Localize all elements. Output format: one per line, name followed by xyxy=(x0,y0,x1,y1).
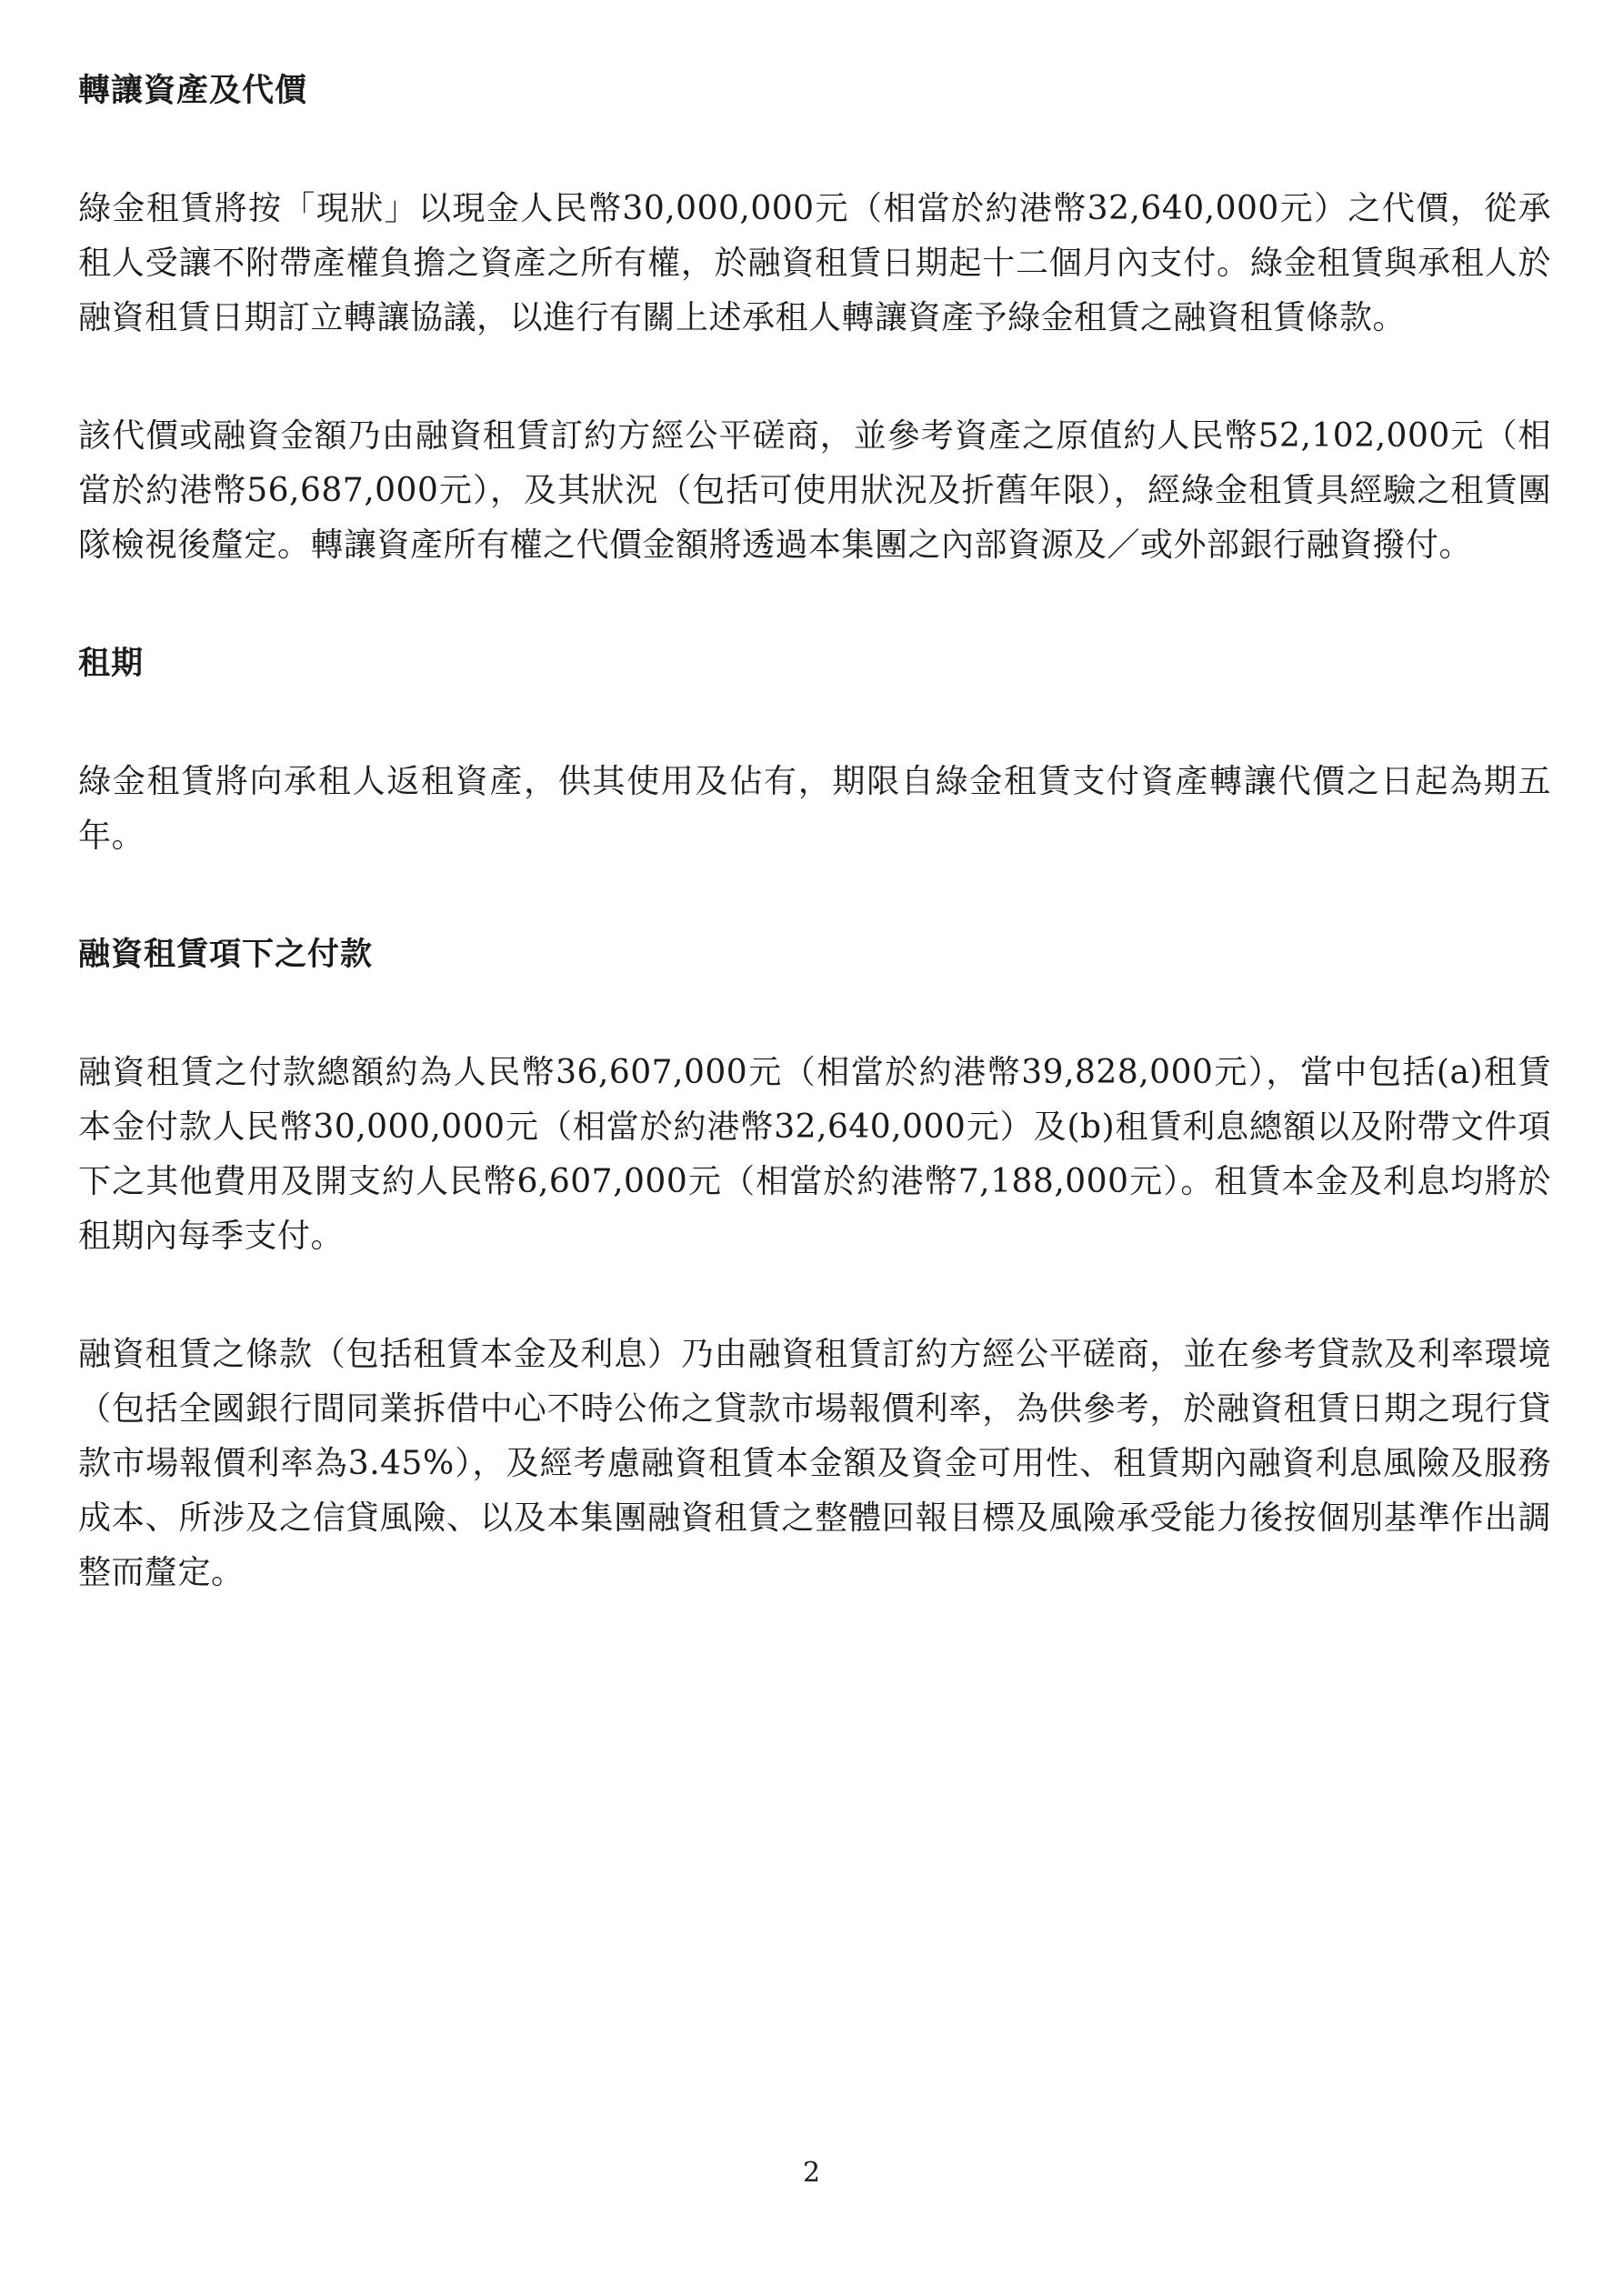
section-title-payments: 融資租賃項下之付款 xyxy=(78,937,374,973)
section-lease-term xyxy=(78,637,1551,864)
paragraph-payment-total: 融資租賃之付款總額約為人民幣36,607,000元（相當於約港幣39,828,000元），當中包括(a)租賃本金付款人民幣30,000,000元（相當於約港幣32,640,000元）及(b)租賃利息總額以及附帶文件項下之其他費用及開支約人民幣6,607,000元（相當於約港幣7,188,000元）。租賃本金及利息均將於租期內每季支付。 xyxy=(78,1054,1551,1255)
paragraph-transfer-consideration: 綠金租賃將按「現狀」以現金人民幣30,000,000元（相當於約港幣32,640,000元）之代價，從承租人受讓不附帶產權負擔之資產之所有權，於融資租賃日期起十二個月內支付。綠金租賃與承租人於融資租賃日期訂立轉讓協議，以進行有關上述承租人轉讓資產予綠金租賃之融資租賃條款。 xyxy=(78,190,1551,336)
page-number: 2 xyxy=(802,2157,821,2189)
section-payments xyxy=(78,927,1551,1600)
section-asset-transfer xyxy=(78,64,1551,573)
section-title-lease-term: 租期 xyxy=(78,646,145,682)
paragraph-payment-terms-basis: 融資租賃之條款（包括租賃本金及利息）乃由融資租賃訂約方經公平磋商，並在參考貸款及利率環境（包括全國銀行間同業拆借中心不時公佈之貸款市場報價利率，為供參考，於融資租賃日期之現行貸款市場報價利率為3.45%），及經考慮融資租賃本金額及資金可用性、租賃期內融資利息風險及服務成本、所涉及之信貸風險、以及本集團融資租賃之整體回報目標及風險承受能力後按個別基準作出調整而釐定。 xyxy=(78,1336,1551,1591)
paragraph-consideration-basis: 該代價或融資金額乃由融資租賃訂約方經公平磋商，並參考資產之原值約人民幣52,102,000元（相當於約港幣56,687,000元），及其狀況（包括可使用狀況及折舊年限），經綠金租賃具經驗之租賃團隊檢視後釐定。轉讓資產所有權之代價金額將透過本集團之內部資源及／或外部銀行融資撥付。 xyxy=(78,417,1551,564)
paragraph-lease-term: 綠金租賃將向承租人返租資產，供其使用及佔有，期限自綠金租賃支付資產轉讓代價之日起為期五年。 xyxy=(78,763,1551,855)
document-body xyxy=(78,64,1551,1600)
section-title-asset-transfer: 轉讓資產及代價 xyxy=(78,73,308,109)
